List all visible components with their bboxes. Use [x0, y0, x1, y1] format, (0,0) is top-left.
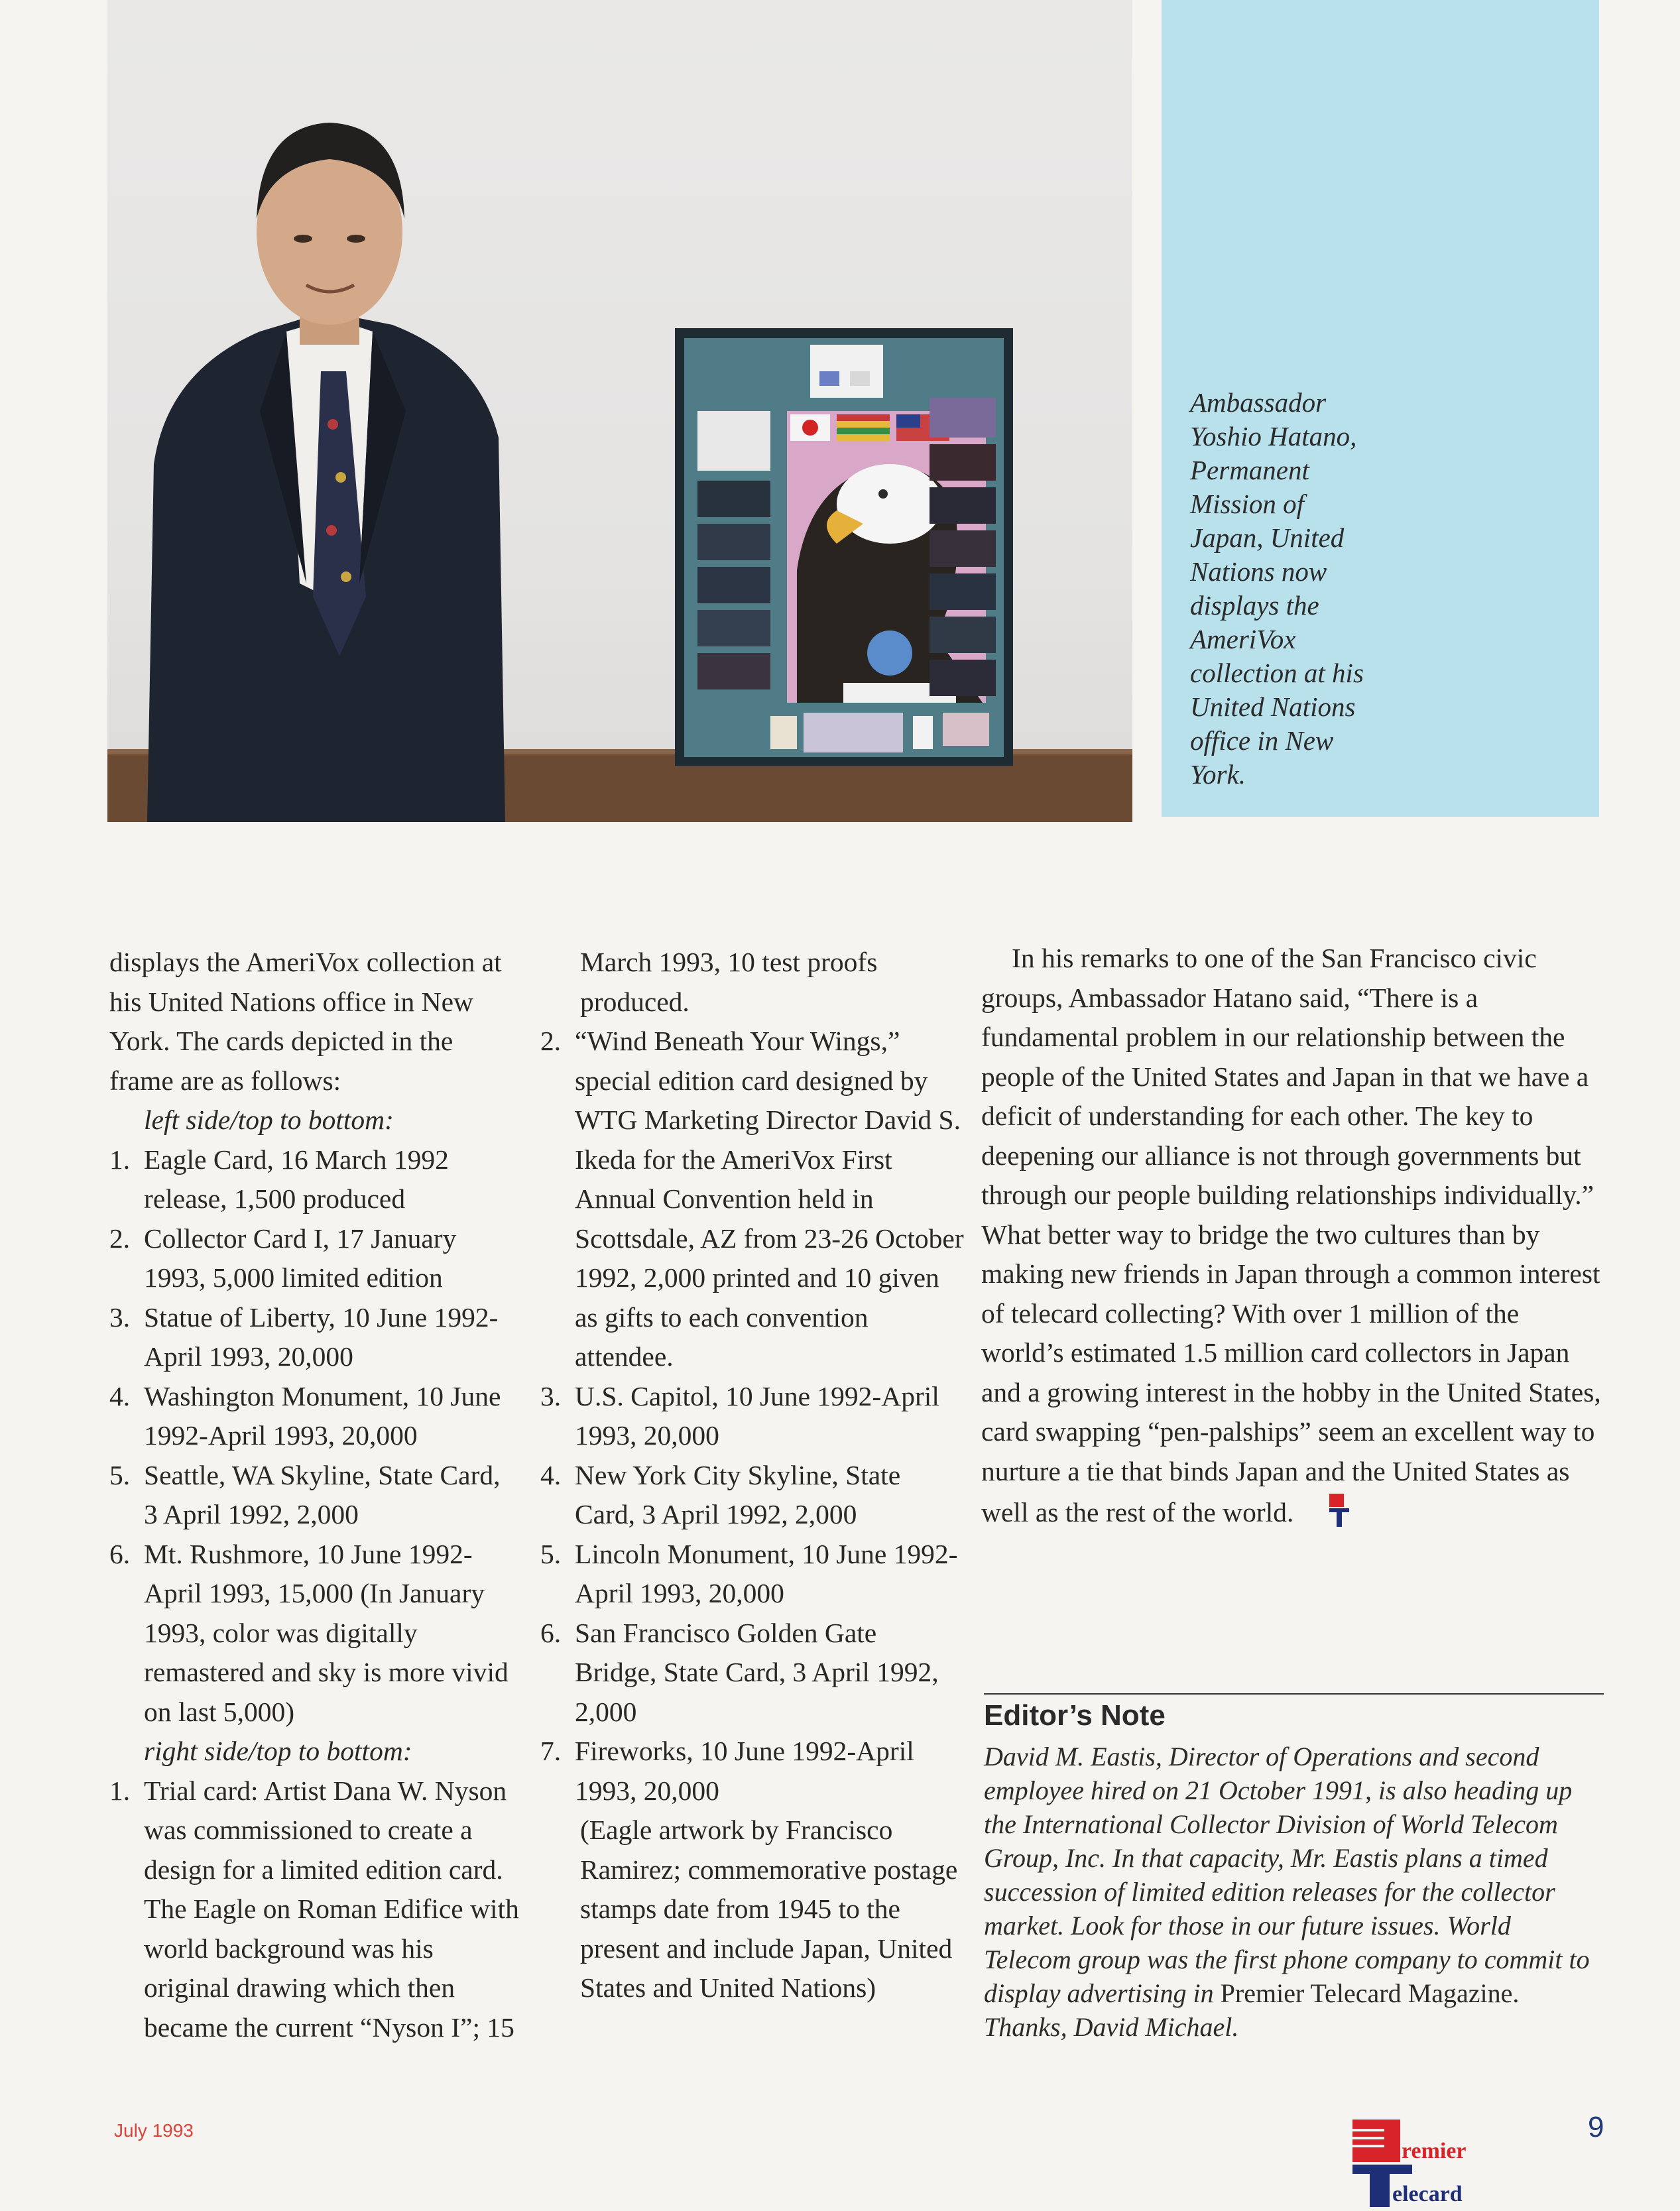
list-text: San Francisco Golden Gate Bridge, State Card, 3 April 1992, 2,000	[575, 1617, 939, 1727]
list-number: 4.	[540, 1459, 562, 1490]
list-text: U.S. Capitol, 10 June 1992-April 1993, 20,000	[575, 1380, 939, 1451]
list-number: 1.	[109, 1144, 131, 1175]
list-item	[540, 1022, 965, 1377]
list-text: Mt. Rushmore, 10 June 1992-April 1993, 15,000 (In January 1993, color was digitally remastered and sky is more vivid on last 5,000)	[144, 1538, 509, 1727]
list-item	[109, 1219, 520, 1298]
remarks-text: In his remarks to one of the San Francisco civic groups, Ambassador Hatano said, “There is a fundamental problem in our relationship between the people of the United States and Japan in that we have a deficit of understanding for each other. The key to deepening our alliance is not through governments but through our people building relationships individually.” What better way to bridge the two cultures than by making new friends in Japan through a common interest of telecard collecting? With over 1 million of the world’s estimated 1.5 million card collectors in Japan and a growing interest in the hobby in the United States, card swapping “pen-palships” seem an excellent way to nurture a tie that binds Japan and the United States as well as the rest of the world.	[981, 943, 1601, 1527]
list-item	[109, 1456, 520, 1535]
list-number: 5.	[540, 1538, 562, 1569]
list-text: Collector Card I, 17 January 1993, 5,000 limited edition	[144, 1223, 457, 1293]
list-number: 1.	[109, 1775, 131, 1806]
list-number: 6.	[109, 1538, 131, 1569]
left-side-heading: left side/top to bottom:	[144, 1105, 394, 1135]
list-continuation: March 1993, 10 test proofs produced.	[580, 947, 878, 1017]
column-3	[981, 939, 1604, 1539]
list-item	[540, 1732, 965, 1811]
right-side-heading: right side/top to bottom:	[144, 1736, 412, 1766]
editors-note-thanks: Thanks, David Michael.	[984, 2012, 1239, 2042]
list-text: Trial card: Artist Dana W. Nyson was commissioned to create a design for a limited edition card. The Eagle on Roman Edifice with world background was his original drawing which then became the current “Nyson I”; 15	[144, 1775, 519, 2043]
list-item	[540, 1377, 965, 1456]
editors-note	[984, 1693, 1604, 2044]
photo-caption: Ambassador Yoshio Hatano, Permanent Mission of Japan, United Nations now displays the AmeriVox collection at his United Nations office in New York.	[1190, 387, 1364, 790]
ambassador-photo	[107, 0, 1132, 822]
list-number: 7.	[540, 1736, 562, 1766]
list-text: Statue of Liberty, 10 June 1992-April 1993, 20,000	[144, 1301, 499, 1372]
intro-paragraph: displays the AmeriVox collection at his United Nations office in New York. The cards depicted in the frame are as follows:	[109, 947, 502, 1096]
list-number: 4.	[109, 1380, 131, 1411]
column-2	[540, 943, 965, 2008]
list-item	[540, 1456, 965, 1535]
column-1	[109, 943, 520, 2047]
list-item	[540, 1535, 965, 1614]
editors-note-text	[984, 1740, 1604, 2044]
remarks-paragraph	[981, 939, 1604, 1539]
editors-note-body: David M. Eastis, Director of Operations and second employee hired on 21 October 1991, is also heading up the International Collector Division of World Telecom Group, Inc. In that capacity, Mr. Eastis plans a timed succession of limited edition releases for the collector market. Look for those in our future issues. World Telecom group was the first phone company to commit to display advertising in	[984, 1742, 1590, 2008]
list-number: 3.	[109, 1301, 131, 1333]
list-number: 2.	[109, 1223, 131, 1254]
issue-date: July 1993	[114, 2120, 194, 2141]
list-item	[109, 1377, 520, 1456]
list-number: 2.	[540, 1026, 562, 1056]
list-number: 5.	[109, 1459, 131, 1490]
list-number: 3.	[540, 1380, 562, 1411]
premier-telecard-logo	[1352, 2118, 1505, 2208]
editors-note-heading: Editor’s Note	[984, 1699, 1166, 1732]
list-text: Fireworks, 10 June 1992-April 1993, 20,000	[575, 1736, 914, 1806]
list-text: Seattle, WA Skyline, State Card, 3 April 1992, 2,000	[144, 1459, 501, 1529]
list-item	[109, 1771, 520, 2048]
list-item	[109, 1140, 520, 1219]
list-text: Lincoln Monument, 10 June 1992-April 1993, 20,000	[575, 1538, 958, 1608]
page-number: 9	[1588, 2111, 1604, 2143]
list-item	[109, 1535, 520, 1732]
end-mark-icon	[1297, 1491, 1350, 1539]
logo-line-2: elecard	[1392, 2182, 1463, 2206]
list-number: 6.	[540, 1617, 562, 1648]
list-text: New York City Skyline, State Card, 3 April 1992, 2,000	[575, 1459, 901, 1529]
artwork-note: (Eagle artwork by Francisco Ramirez; commemorative postage stamps date from 1945 to the present and include Japan, United States and United Nations)	[580, 1815, 958, 2003]
list-item	[109, 1298, 520, 1377]
list-text: Eagle Card, 16 March 1992 release, 1,500 produced	[144, 1144, 449, 1214]
list-text: Washington Monument, 10 June 1992-April 1993, 20,000	[144, 1380, 501, 1451]
list-item	[540, 1614, 965, 1732]
logo-line-1: remier	[1402, 2139, 1467, 2163]
list-text: “Wind Beneath Your Wings,” special edition card designed by WTG Marketing Director David S. Ikeda for the AmeriVox First Annual Convention held in Scottsdale, AZ from 23-26 October 1992, 2,000 printed and 10 given as gifts to each convention attendee.	[575, 1026, 964, 1372]
magazine-name: Premier Telecard Magazine.	[1220, 1978, 1520, 2008]
